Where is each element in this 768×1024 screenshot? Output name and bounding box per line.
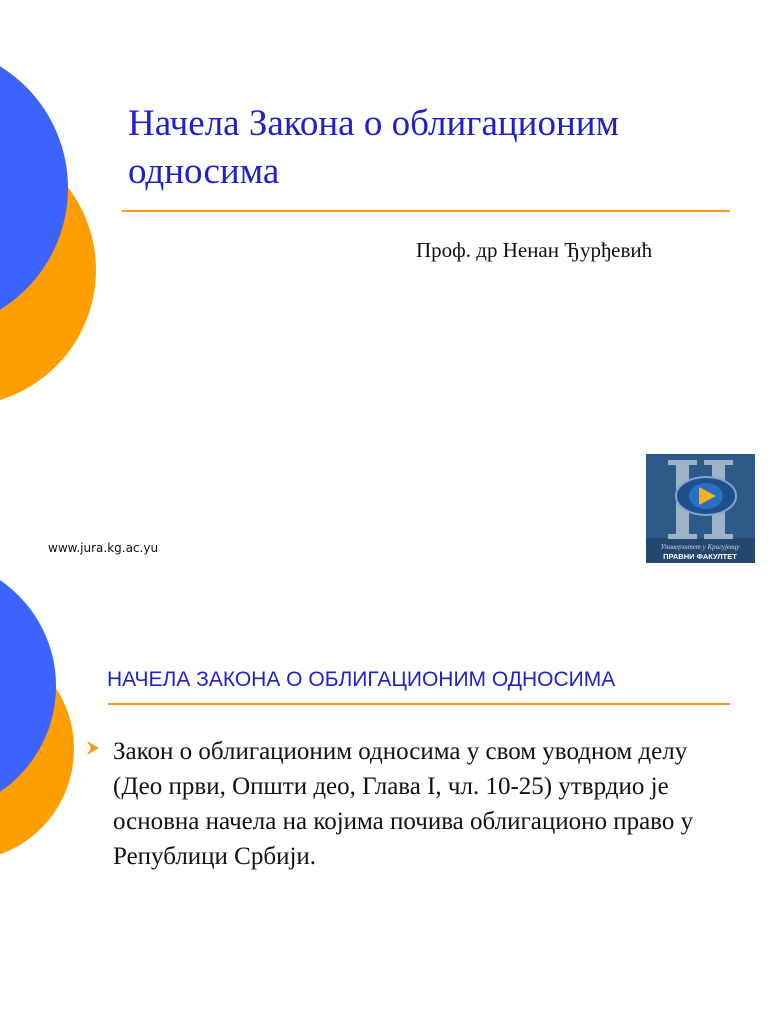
title-divider <box>108 703 730 705</box>
slide-title: НАЧЕЛА ЗАКОНА О ОБЛИГАЦИОНИМ ОДНОСИМА <box>107 668 616 691</box>
logo-caption-university: Универзитет у Крагујевцу <box>660 543 740 551</box>
faculty-logo <box>646 454 755 563</box>
circle-decoration <box>0 576 80 1024</box>
logo-caption-faculty: ПРАВНИ ФАКУЛТЕТ <box>663 552 737 561</box>
slide-2 <box>0 576 768 1024</box>
website-url: www.jura.kg.ac.yu <box>48 541 159 555</box>
slide-title: Начела Закона о облигационим односима <box>128 103 619 192</box>
title-divider <box>122 210 730 212</box>
chevron-right-icon <box>86 740 100 756</box>
author-name: Проф. др Ненан Ђурђевић <box>416 238 653 262</box>
bullet-text: Закон о облигационим односима у свом уводном делу (Део први, Општи део, Глава I, чл. 10-25) утврдио је основна начела на којима почива облигационо право у Републици Србији. <box>113 738 694 870</box>
circle-decoration <box>0 0 110 576</box>
